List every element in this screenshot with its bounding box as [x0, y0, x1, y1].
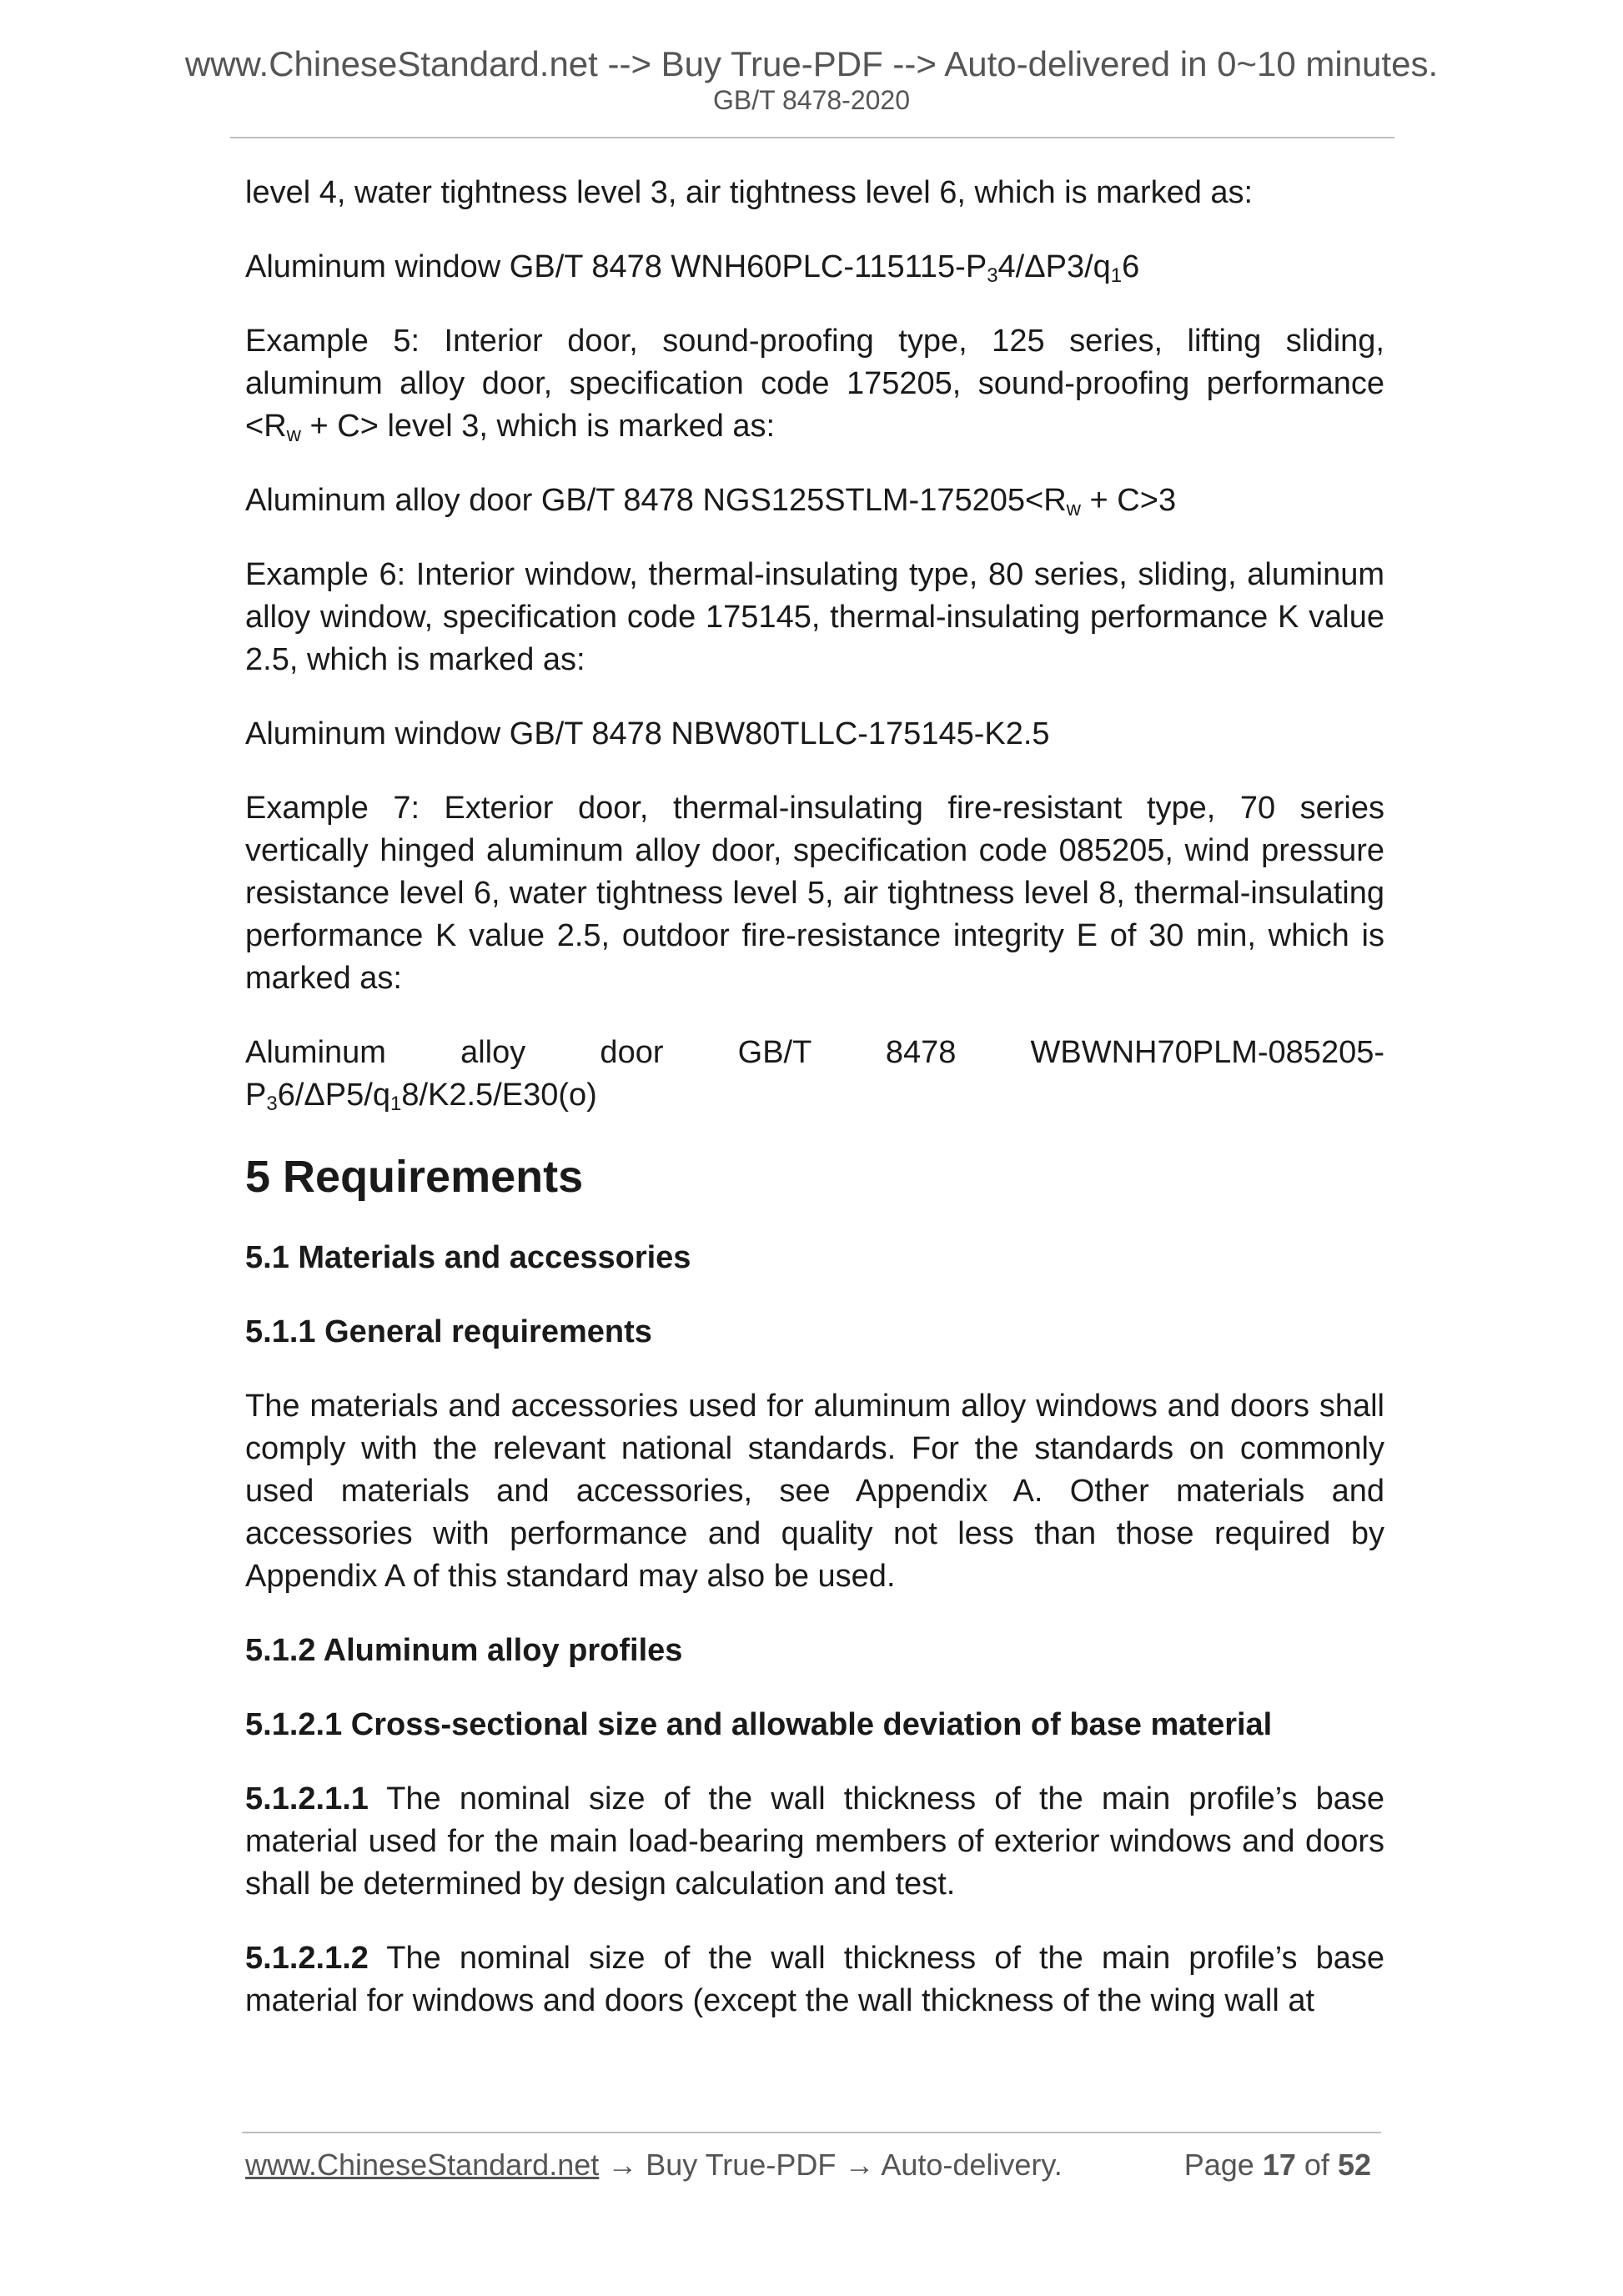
marking-example-6: Aluminum window GB/T 8478 NBW80TLLC-175145-K2.5 [245, 716, 1050, 751]
text-run: Example 5: Interior door, sound-proofing type, 125 series, lifting sliding, aluminum alloy door, specification code 175205, sound-proofing performance <R [245, 324, 1384, 444]
marking-example-7-line1: Aluminum alloy door GB/T 8478 WBWNH70PLM-085205- [245, 1035, 1384, 1070]
marking-example-5 [245, 480, 1384, 522]
text-run: 4/ΔP3/q [997, 249, 1111, 284]
clause-5-1-2-1-2 [245, 1937, 1384, 2022]
text-run: + C>3 [1081, 483, 1177, 518]
page-current: 17 [1262, 2148, 1296, 2182]
marking-example-7-line2 [245, 1074, 1384, 1117]
clause-number: 5.1.2.1.1 [245, 1781, 369, 1816]
text-run: + C> level 3, which is marked as: [300, 409, 776, 444]
footer-site-link[interactable]: www.ChineseStandard.net [245, 2148, 600, 2182]
header-banner[interactable]: www.ChineseStandard.net --> Buy True-PDF --> Auto-delivered in 0~10 minutes. [184, 44, 1439, 83]
section-heading-5-1-1: 5.1.1 General requirements [245, 1314, 652, 1349]
subscript: 3 [266, 1093, 278, 1115]
page-of-label: of [1304, 2148, 1329, 2182]
header-divider [230, 137, 1394, 138]
subscript: 1 [1110, 264, 1123, 287]
page-header [0, 43, 1623, 115]
footer-divider [242, 2132, 1381, 2133]
text-run: 6 [1122, 249, 1140, 284]
clause-5-1-2-1-1 [245, 1778, 1384, 1906]
subscript: 1 [389, 1093, 402, 1115]
text-run: 8/K2.5/E30(o) [401, 1078, 597, 1113]
text-run: Aluminum alloy door GB/T 8478 NGS125STLM-175205<R [245, 483, 1067, 518]
subscript: w [286, 424, 301, 446]
paragraph-continuation: level 4, water tightness level 3, air tightness level 6, which is marked as: [245, 175, 1254, 210]
clause-text: The nominal size of the wall thickness of the main profile’s base material for windows and doors (except the wall thickness of the wing wall at [245, 1941, 1384, 2018]
marking-example-4 [245, 246, 1384, 289]
footer-text: → Buy True-PDF → Auto-delivery. [599, 2148, 1063, 2182]
text-run: Aluminum window GB/T 8478 WNH60PLC-115115-P [245, 249, 987, 284]
footer-left [245, 2145, 1063, 2185]
example-5 [245, 320, 1384, 448]
clause-number: 5.1.2.1.2 [245, 1941, 369, 1976]
text-run: 6/ΔP5/q [277, 1078, 390, 1113]
subscript: w [1066, 498, 1081, 520]
section-heading-5-1-2: 5.1.2 Aluminum alloy profiles [245, 1633, 683, 1668]
general-requirements-text: The materials and accessories used for aluminum alloy windows and doors shall comply with the relevant national standards. For the standards on commonly used materials and accessories, see Appendix A. Other materials and accessories with performance and quality not less than those required by Appendix A of this standard may also be used. [245, 1389, 1384, 1594]
text-run: P [245, 1078, 267, 1113]
page-total: 52 [1337, 2148, 1371, 2182]
page-label: Page [1183, 2148, 1254, 2182]
section-heading-5-1-2-1: 5.1.2.1 Cross-sectional size and allowable deviation of base material [245, 1707, 1273, 1742]
clause-text: The nominal size of the wall thickness of the main profile’s base material used for the main load-bearing members of exterior windows and doors shall be determined by design calculation and test. [245, 1781, 1384, 1902]
subscript: 3 [987, 264, 998, 287]
example-6: Example 6: Interior window, thermal-insulating type, 80 series, sliding, aluminum alloy window, specification code 175145, thermal-insulating performance K value 2.5, which is marked as: [245, 557, 1384, 677]
section-heading-5: 5 Requirements [245, 1152, 584, 1202]
document-body [245, 172, 1384, 2054]
section-heading-5-1: 5.1 Materials and accessories [245, 1240, 691, 1275]
page-number [1184, 2145, 1371, 2185]
example-7: Example 7: Exterior door, thermal-insulating fire-resistant type, 70 series vertically hinged aluminum alloy door, specification code 085205, wind pressure resistance level 6, water tightness level 5, air tightness level 8, thermal-insulating performance K value 2.5, outdoor fire-resistance integrity E of 30 min, which is marked as: [245, 791, 1384, 996]
header-doc-code: GB/T 8478-2020 [712, 85, 910, 115]
